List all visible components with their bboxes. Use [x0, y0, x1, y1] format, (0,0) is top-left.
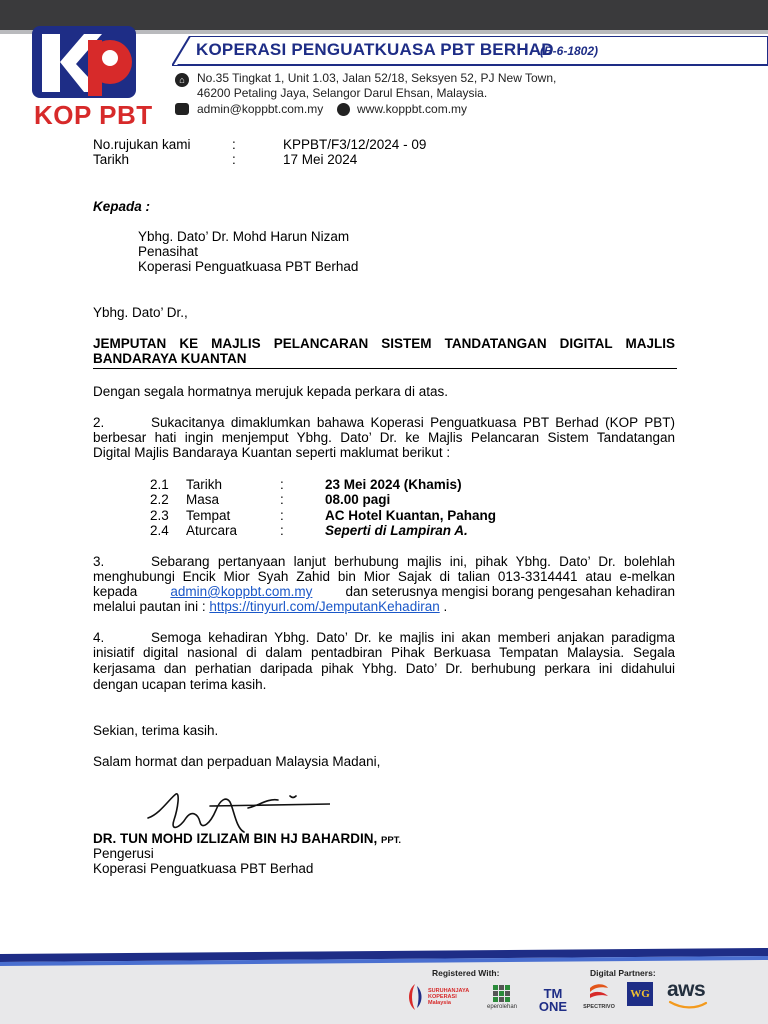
detail-num: 2.4 — [150, 523, 169, 538]
detail-num: 2.3 — [150, 508, 169, 523]
signatory-position: Pengerusi — [93, 846, 154, 861]
recipient-org: Koperasi Penguatkuasa PBT Berhad — [138, 259, 359, 274]
para2-number: 2. — [93, 415, 105, 430]
coop-registration: (B-6-1802) — [540, 44, 599, 58]
spectrivo-text: SPECTRIVO — [583, 1004, 615, 1010]
detail-value-venue: AC Hotel Kuantan, Pahang — [325, 508, 497, 523]
para3-line-3-rest: dan seterusnya mengisi borang pengesahan kehadiran — [345, 584, 675, 599]
skm-text: SURUHANJAYA KOPERASI Malaysia — [428, 988, 469, 1006]
detail-value-agenda: Seperti di Lampiran A. — [325, 523, 468, 538]
recipient-position: Penasihat — [138, 244, 199, 259]
rsvp-link[interactable]: https://tinyurl.com/JemputanKehadiran — [209, 599, 440, 614]
digital-partners-label: Digital Partners: — [590, 968, 656, 978]
home-icon: ⌂ — [175, 73, 189, 87]
para4-line-3: kerjasama dan perhatian daripada pihak Ybhg. Dato’ Dr. berhubung perkara ini didahului — [93, 661, 675, 676]
para4-number: 4. — [93, 630, 105, 645]
subject-underline — [93, 368, 677, 369]
spectrivo-logo — [588, 982, 610, 1000]
subject-line-2: BANDARAYA KUANTAN — [93, 351, 247, 366]
detail-colon: : — [280, 523, 284, 538]
closing-regards: Salam hormat dan perpaduan Malaysia Madani, — [93, 754, 381, 769]
para3-kepada: kepada — [93, 584, 138, 599]
logo-text: KOP PBT — [34, 100, 153, 130]
header-email: admin@koppbt.com.my — [197, 102, 324, 116]
coop-name: KOPERASI PENGUATKUASA PBT BERHAD — [196, 40, 554, 59]
para4-line-1: Semoga kehadiran Ybhg. Dato’ Dr. ke majlis ini akan memberi anjakan paradigma — [151, 630, 675, 645]
detail-value-time: 08.00 pagi — [325, 492, 391, 507]
subject-line-1: JEMPUTAN KE MAJLIS PELANCARAN SISTEM TANDATANGAN DIGITAL MAJLIS — [93, 336, 675, 351]
detail-num: 2.2 — [150, 492, 169, 507]
mail-icon — [175, 103, 189, 115]
recipient-name: Ybhg. Dato’ Dr. Mohd Harun Nizam — [138, 229, 350, 244]
detail-value-date: 23 Mei 2024 (Khamis) — [325, 477, 462, 492]
header-website: www.koppbt.com.my — [357, 102, 468, 116]
para3-line-4: melalui pautan ini : https://tinyurl.com/JemputanKehadiran . — [93, 599, 448, 614]
para2-line-2: berbesar hati ingin menjemput Ybhg. Dato’ Dr. ke Majlis Pelancaran Sistem Tandatangan — [93, 430, 675, 445]
para3-line-1: Sebarang pertanyaan lanjut berhubung majlis ini, pihak Ybhg. Dato’ Dr. bolehlah — [151, 554, 675, 569]
detail-label: Tarikh — [186, 477, 223, 492]
ref-label: No.rujukan kami — [93, 137, 191, 152]
para3-line-2: menghubungi Encik Mior Syah Zahid bin Mior Sajak di talian 013-3314441 atau e-melkan — [93, 569, 675, 584]
signatory-org: Koperasi Penguatkuasa PBT Berhad — [93, 861, 314, 876]
para4-line-2: inisiatif digital nasional di dalam pentadbiran Pihak Berkuasa Tempatan Malaysia. Segala — [93, 645, 675, 660]
signatory-name: DR. TUN MOHD IZLIZAM BIN HJ BAHARDIN, PPT. — [93, 831, 402, 846]
email-link[interactable]: admin@koppbt.com.my — [170, 584, 313, 599]
date-colon: : — [232, 152, 236, 167]
date-label: Tarikh — [93, 152, 130, 167]
para3-number: 3. — [93, 554, 105, 569]
ref-colon: : — [232, 137, 236, 152]
detail-num: 2.1 — [150, 477, 169, 492]
wg-logo: WG — [627, 982, 653, 1006]
eperolehan-logo — [493, 985, 511, 1003]
detail-label: Tempat — [186, 508, 231, 523]
detail-colon: : — [280, 477, 284, 492]
closing-thanks: Sekian, terima kasih. — [93, 723, 219, 738]
para4-line-4: dengan ucapan terima kasih. — [93, 677, 267, 692]
aws-smile-icon — [668, 1000, 708, 1010]
registered-with-label: Registered With: — [432, 968, 500, 978]
para3-line-3 — [93, 584, 675, 599]
eperolehan-text: eperolehan — [486, 1004, 518, 1010]
detail-label: Masa — [186, 492, 220, 507]
detail-colon: : — [280, 508, 284, 523]
para2-line-3: Digital Majlis Bandaraya Kuantan seperti maklumat berikut : — [93, 445, 451, 460]
para2-line-1: Sukacitanya dimaklumkan bahawa Koperasi Penguatkuasa PBT Berhad (KOP PBT) — [151, 415, 675, 430]
date-value: 17 Mei 2024 — [283, 152, 358, 167]
globe-icon — [337, 103, 350, 116]
ref-value: KPPBT/F3/12/2024 - 09 — [283, 137, 427, 152]
address: No.35 Tingkat 1, Unit 1.03, Jalan 52/18, Seksyen 52, PJ New Town, 46200 Petaling Jaya, Selangor Darul Ehsan, Malaysia. — [197, 71, 557, 100]
tm-one-logo: TM ONE — [538, 986, 568, 1014]
detail-colon: : — [280, 492, 284, 507]
detail-label: Aturcara — [186, 523, 238, 538]
recipient-label: Kepada : — [93, 199, 151, 214]
salutation: Ybhg. Dato’ Dr., — [93, 305, 188, 320]
paragraph-1: Dengan segala hormatnya merujuk kepada perkara di atas. — [93, 384, 448, 399]
skm-logo — [405, 982, 425, 1012]
aws-logo: aws — [667, 978, 706, 1001]
